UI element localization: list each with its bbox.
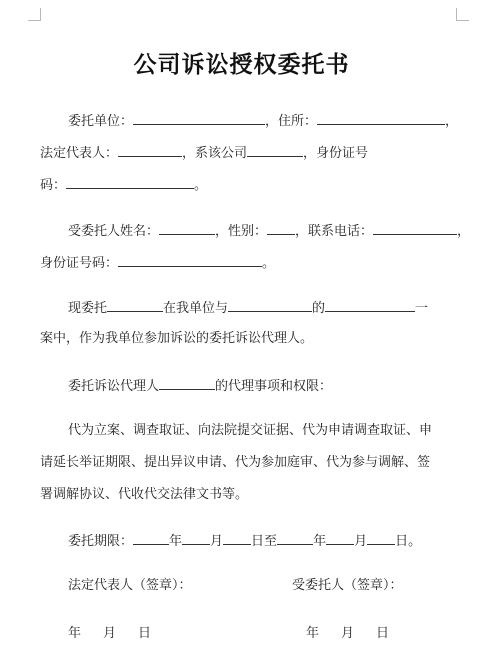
id-label: ，身份证号 [303, 146, 369, 161]
principal-line-3 [40, 175, 207, 195]
entrusted-person-blank[interactable] [107, 298, 163, 312]
agent-name-blank[interactable] [159, 221, 215, 235]
gender-label: ，性别： [215, 224, 268, 239]
scope-heading-line [68, 376, 332, 396]
company-label: ，系该公司 [182, 146, 248, 161]
legal-rep-blank[interactable] [118, 143, 182, 157]
end-day-blank[interactable] [367, 531, 395, 545]
start-year-blank[interactable] [133, 531, 169, 545]
line-end-comma: ， [445, 114, 459, 129]
term-day-end: 日。 [395, 534, 422, 549]
start-day-blank[interactable] [223, 531, 251, 545]
agent-sign-date [306, 625, 411, 643]
scope-agent-blank[interactable] [159, 376, 215, 390]
entrust-now-label: 现委托 [68, 301, 108, 316]
scope-suffix: 的代理事项和权限： [215, 379, 333, 394]
entrust-of-label: 的 [312, 301, 326, 316]
term-label: 委托期限： [68, 534, 134, 549]
entrust-one-label: 一 [415, 301, 429, 316]
term-day-to: 日至 [251, 534, 278, 549]
legal-rep-signature-label: 法定代表人（签章）： [68, 578, 192, 593]
term-year-end: 年 [313, 534, 327, 549]
scope-line-3: 署调解协议、代收代交法律文书等。 [40, 487, 249, 502]
sign-month: 月 [103, 626, 117, 641]
unit-label: 委托单位： [68, 114, 134, 129]
scope-prefix: 委托诉讼代理人 [68, 379, 160, 394]
start-month-blank[interactable] [182, 531, 210, 545]
scope-line-1: 代为立案、调查取证、向法院提交证据、代为申请调查取证、申 [68, 423, 433, 438]
page-corner-mark-left [28, 8, 41, 21]
period: 。 [262, 256, 276, 271]
address-label: ，住所： [265, 114, 318, 129]
agent-line-2 [40, 253, 275, 273]
principal-line-1 [68, 111, 458, 131]
legal-rep-label: 法定代表人： [40, 146, 119, 161]
sign-year: 年 [306, 626, 320, 641]
line-end-comma: ， [457, 224, 471, 239]
agent-line-1 [68, 221, 470, 241]
entrust-between-label: 在我单位与 [163, 301, 229, 316]
gender-blank[interactable] [267, 221, 295, 235]
term-month-end: 月 [354, 534, 368, 549]
opposing-party-blank[interactable] [228, 298, 312, 312]
term-line [68, 531, 421, 551]
position-blank[interactable] [247, 143, 303, 157]
principal-line-2 [40, 143, 368, 163]
term-year: 年 [169, 534, 183, 549]
sign-day: 日 [138, 626, 152, 641]
agent-name-label: 受委托人姓名： [68, 224, 160, 239]
agent-signature-label: 受委托人（签章）： [292, 578, 403, 593]
document-title: 公司诉讼授权委托书 [133, 52, 350, 78]
phone-blank[interactable] [373, 221, 457, 235]
sign-day: 日 [376, 626, 390, 641]
unit-blank[interactable] [133, 111, 265, 125]
case-name-blank[interactable] [325, 298, 415, 312]
id-number-blank[interactable] [66, 175, 194, 189]
legal-rep-sign-date [68, 625, 173, 643]
agent-id-blank[interactable] [118, 253, 262, 267]
entrust-line-2: 案中，作为我单位参加诉讼的委托诉讼代理人。 [40, 331, 314, 346]
end-month-blank[interactable] [326, 531, 354, 545]
address-blank[interactable] [317, 111, 445, 125]
agent-id-label: 身份证号码： [40, 256, 119, 271]
id-cont-label: 码： [40, 178, 67, 193]
sign-month: 月 [341, 626, 355, 641]
term-month: 月 [210, 534, 224, 549]
phone-label: ，联系电话： [295, 224, 374, 239]
end-year-blank[interactable] [277, 531, 313, 545]
scope-line-2: 请延长举证期限、提出异议申请、代为参加庭审、代为参与调解、签 [40, 455, 431, 470]
period: 。 [194, 178, 208, 193]
entrust-line-1 [68, 298, 428, 318]
page-corner-mark-right [456, 8, 469, 21]
sign-year: 年 [68, 626, 82, 641]
